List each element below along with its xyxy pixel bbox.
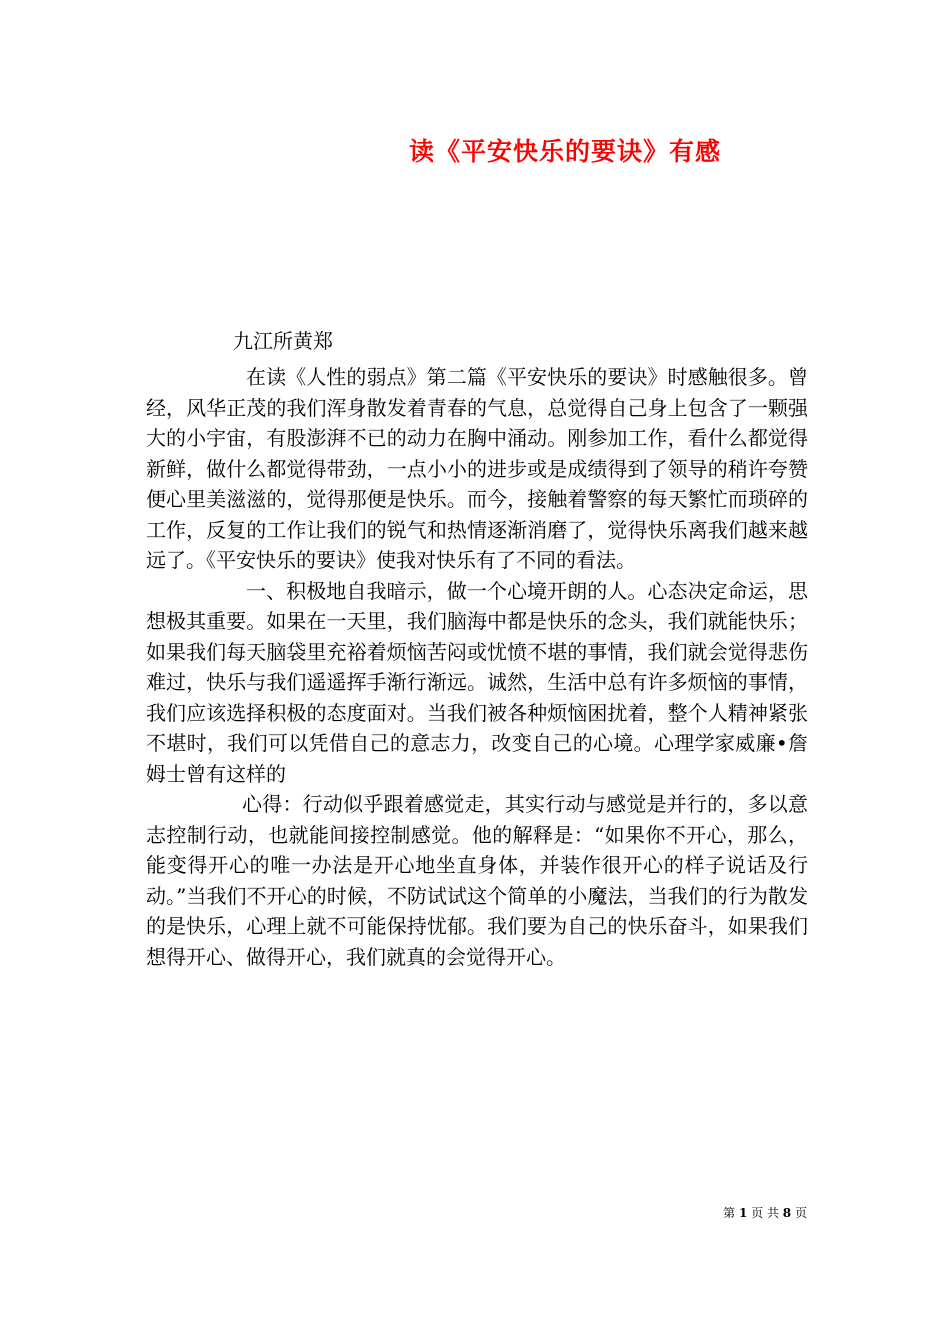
footer-total-pages: 8	[782, 1206, 792, 1220]
footer-middle: 页 共	[751, 1206, 779, 1220]
document-body	[146, 362, 808, 972]
paragraph-continuation: 心得：行动似乎跟着感觉走，其实行动与感觉是并行的，多以意志控制行动，也就能间接控制感觉。他的解释是：“如果你不开心，那么，能变得开心的唯一办法是开心地坐直身体，并装作很开心的样子说话及行动。”当我们不开心的时候，不防试试这个简单的小魔法，当我们的行为散发的是快乐，心理上就不可能保持忧郁。我们要为自己的快乐奋斗，如果我们想得开心、做得开心，我们就真的会觉得开心。	[146, 792, 808, 969]
document-title: 读《平安快乐的要诀》有感	[408, 137, 721, 166]
footer-suffix: 页	[794, 1206, 807, 1220]
paragraph-intro: 在读《人性的弱点》第二篇《平安快乐的要诀》时感触很多。曾经，风华正茂的我们浑身散发着青春的气息，总觉得自己身上包含了一颗强大的小宇宙，有股澎湃不已的动力在胸中涌动。刚参加工作，看什么都觉得新鲜，做什么都觉得带劲，一点小小的进步或是成绩得到了领导的稍许夸赞便心里美滋滋的，觉得那便是快乐。而今，接触着警察的每天繁忙而琐碎的工作，反复的工作让我们的锐气和热情逐渐消磨了，觉得快乐离我们越来越远了。《平安快乐的要诀》使我对快乐有了不同的看法。	[146, 365, 808, 572]
paragraph-point-one: 一、积极地自我暗示，做一个心境开朗的人。心态决定命运，思想极其重要。如果在一天里，我们脑海中都是快乐的念头，我们就能快乐；如果我们每天脑袋里充裕着烦恼苦闷或忧愤不堪的事情，我们就会觉得悲伤难过，快乐与我们遥遥挥手渐行渐远。诚然，生活中总有许多烦恼的事情，我们应该选择积极的态度面对。当我们被各种烦恼困扰着，整个人精神紧张不堪时，我们可以凭借自己的意志力，改变自己的心境。心理学家威廉•詹姆士曾有这样的	[146, 578, 808, 786]
footer-prefix: 第	[723, 1206, 736, 1220]
footer-current-page: 1	[738, 1206, 748, 1220]
page-number-footer	[723, 1204, 807, 1221]
author-line: 九江所黄郑	[233, 329, 333, 353]
